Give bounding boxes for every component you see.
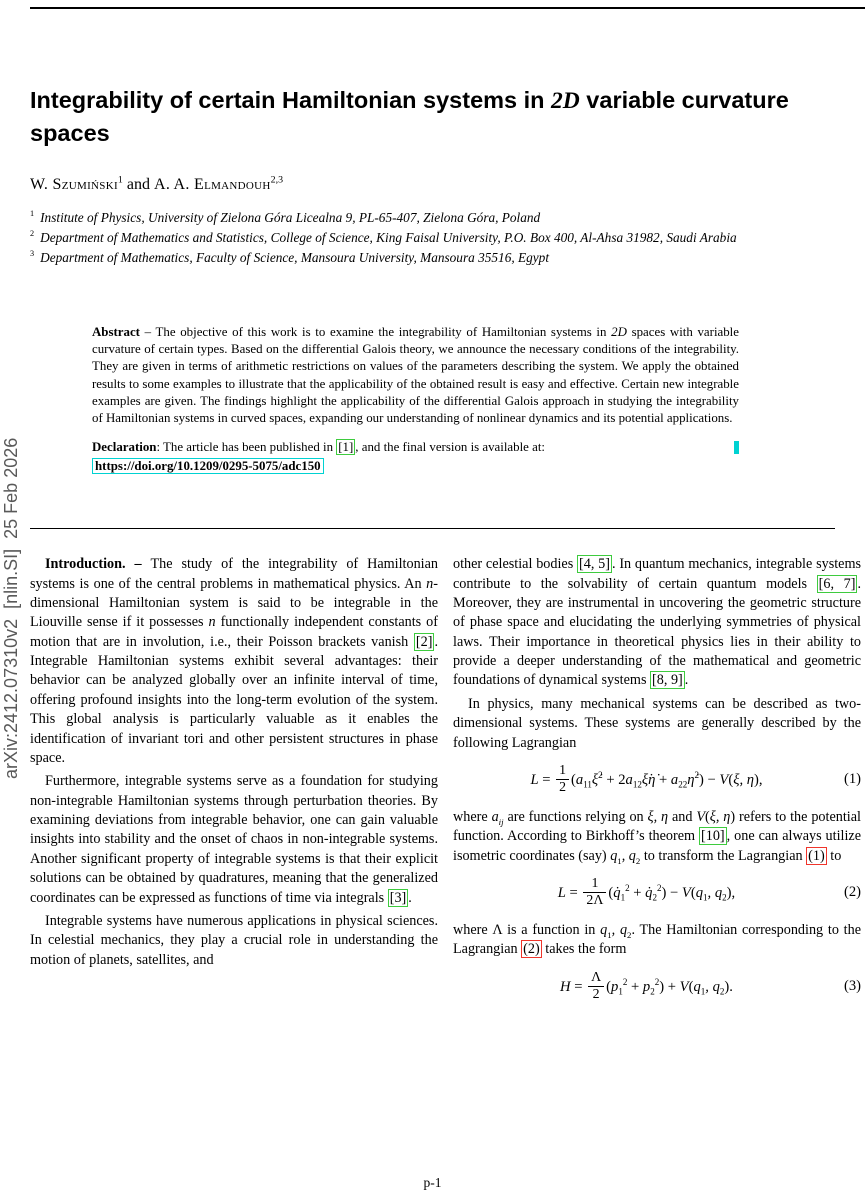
citation-link[interactable]: [1] [338,440,354,455]
two-column-body [30,555,861,1014]
equation-number: (1) [843,771,861,788]
citation-link[interactable]: [4, 5] [579,556,610,573]
body-paragraph: Furthermore, integrable systems serve as a foundation for studying non-integrable Hamiltonian systems through perturbation theories. By examining deviations from integrable behavior, one can gain valuable insights into stability and the onset of chaos in non-integrable systems. Another significant property of integrable systems is that their explicit solutions can be obtained by quadratures, meaning that the generalized coordinates can be expressed as functions of time via integrals [3] . [30,773,438,906]
declaration-paragraph: Declaration: The article has been published in [1] , and the final version is available at: https://doi.org/10.1209/0295-5075/adc150 [92,438,739,475]
affiliation-3: $^3$ Department of Mathematics, Faculty of Science, Mansoura University, Mansoura 35516, Egypt [30,249,550,265]
equation-1 [453,764,861,797]
equation-3 [453,971,861,1004]
body-paragraph: In physics, many mechanical systems can be described as two-dimensional systems. These systems are generally described by the following Lagrangian [453,695,861,751]
equation-number: (2) [843,884,861,901]
citation-link[interactable]: [2] [415,633,433,650]
body-paragraph: Integrable systems have numerous applications in physical sciences. In celestial mechanics, they play a crucial role in understanding the motion of planets, satellites, and [30,912,438,968]
intro-paragraph: Introduction. – The study of the integrability of Hamiltonian systems is one of the central problems in mathematical physics. An n-dimensional Hamiltonian system is said to be integrable in the Liouville sense if it possesses n functionally independent constants of motion that are in involution, i.e., their Poisson brackets vanish [2] . Integrable Hamiltonian systems exhibit several advantages: their behavior can be analyzed globally over an infinite interval of time, offering profound insights into the long-term evolution of the system. This global analysis is particularly valuable as it enables the identification of invariant tori and other persistent structures in phase space. [30,556,438,766]
authors-line: W. Szumiński$^1$ and A. A. Elmandouh$^{2,3}$ [30,174,284,193]
paper-header [30,84,835,476]
body-paragraph: other celestial bodies [4, 5] . In quantum mechanics, integrable systems contribute to the solvability of certain quantum models [6, 7] . Moreover, they are instrumental in uncovering the geometric structure of phase space and elucidating the underlying symmetries of physical laws. Their importance in theoretical physics lies in their ability to provide a deeper understanding of the mathematical and geometric foundations of dynamical systems [8, 9] . [453,556,862,689]
citation-link[interactable]: [8, 9] [652,672,683,689]
arxiv-stamp: arXiv:2412.07310v2 [nlin.SI] 25 Feb 2026 [1,437,21,779]
equation-number: (3) [843,978,861,995]
equation-ref-link[interactable]: (1) [808,847,825,864]
left-column [30,555,438,1014]
right-column [453,555,861,1014]
page-number: p-1 [423,1175,442,1190]
paper-title: Integrability of certain Hamiltonian systems in 2D variable curvature spaces [30,87,789,147]
body-paragraph: where Λ is a function in $q_1$, $q_2$. The Hamiltonian corresponding to the Lagrangian (2) takes the form [453,921,861,958]
equation-body: H = $\frac{\Lambda}{2}$ $(p_1^2 + p_2^2) + V(q_1$, $q_2$). [560,969,733,1002]
top-rule [30,7,865,9]
abstract-paragraph: Abstract – The objective of this work is to examine the integrability of Hamiltonian systems in 2D spaces with variable curvature of certain types. Based on the differential Galois theory, we announce the necessary conditions of the integrability. They are given in terms of arithmetic restrictions on values of the parameters describing the system. We apply the obtained results to some examples to illustrate that the applicability of the obtained result is easy and effective. Certain new integrable examples are given. The findings highlight the applicability of the differential Galois approach in studying the integrability of Hamiltonian systems in curved spaces, expanding our understanding of nonlinear dynamics and its potential applications. [92,324,739,426]
body-paragraph: where $a_{ij}$ are functions relying on ξ, η and V(ξ, η) refers to the potential function. According to Birkhoff’s theorem [10] , one can always utilize isometric coordinates (say) $q_1$, $q_2$ to transform the Lagrangian (1) to [453,808,861,866]
fraction: $\frac{1}{2\Lambda}$ [583,876,606,909]
fraction: $\frac{\Lambda}{2}$ [588,970,604,1003]
fraction: $\frac{1}{2}$ [556,763,569,796]
equation-2 [453,877,861,910]
affiliation-1: $^1$ Institute of Physics, University of Zielona Góra Licealna 9, PL-65-407, Zielona Góra, Poland [30,209,541,225]
equation-ref-link[interactable]: (2) [523,941,540,958]
citation-link[interactable]: [10] [701,828,725,845]
affiliation-2: $^2$ Department of Mathematics and Statistics, College of Science, King Faisal University, P.O. Box 400, Al-Ahsa 31982, Saudi Arabia [30,229,737,245]
link-wrap-marker [734,441,739,454]
citation-link[interactable]: [3] [389,889,407,906]
equation-body: L = $\frac{1}{2}$ ($a_{11}\xi̇^2$ + $2a_{12}\xi̇\etȧ$ + $a_{22}\etȧ^2) - V(\xi$, η), [530,762,763,795]
section-divider-rule [30,528,835,529]
doi-link[interactable]: https://doi.org/10.1209/0295-5075/adc150 [92,458,324,474]
citation-link[interactable]: [6, 7] [818,575,856,592]
affiliations-list [30,208,835,268]
equation-body: L = $\frac{1}{2\Lambda}$ ($q̇_1^2$ + $q̇_2^2) - V(q_1$, $q_2$), [557,875,736,908]
